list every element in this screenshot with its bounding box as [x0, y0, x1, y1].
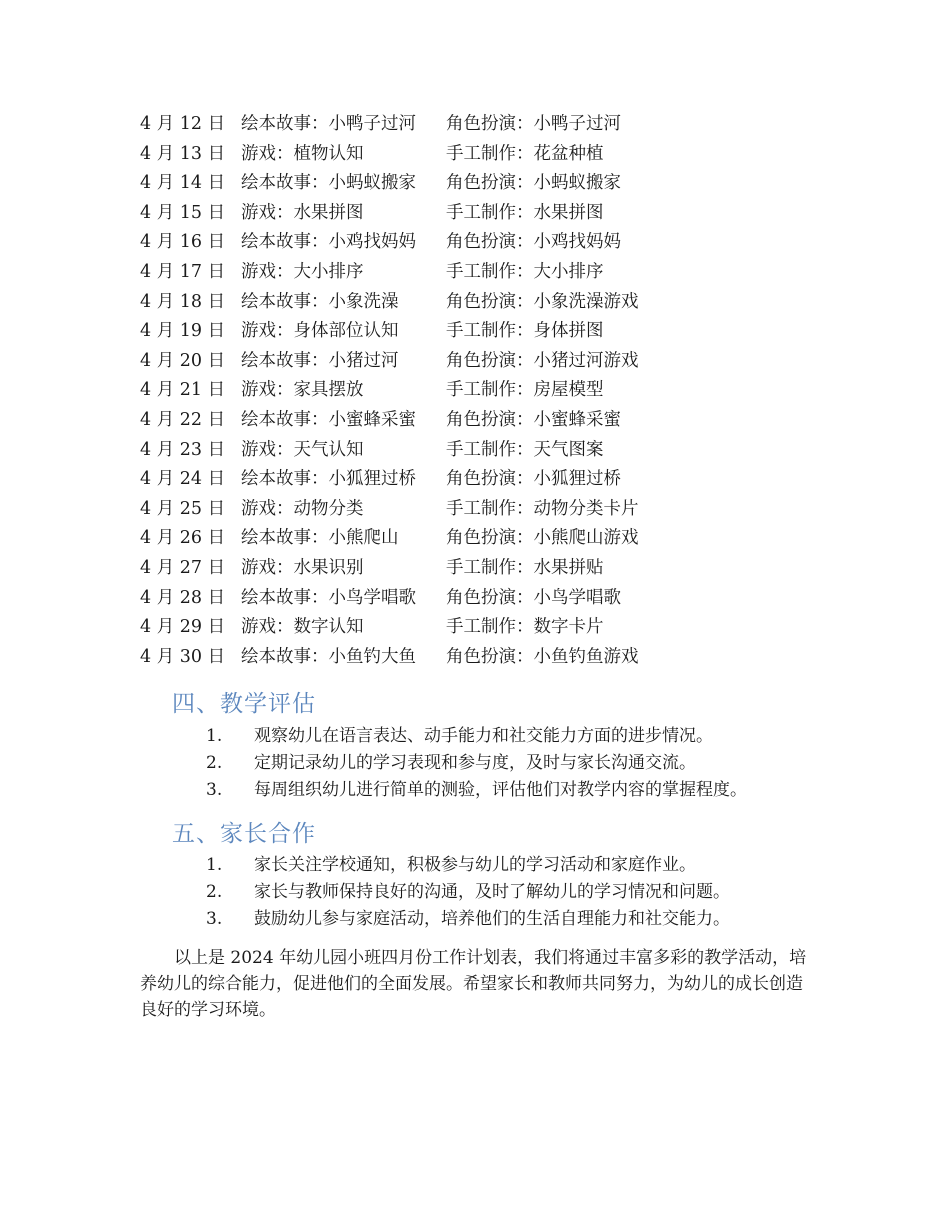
list-item: [206, 852, 846, 879]
list-number: 1.: [206, 726, 223, 746]
parent-cooperation-list: [206, 852, 846, 933]
schedule-activity: 游戏：家具摆放: [241, 380, 364, 401]
schedule-row: [140, 347, 840, 377]
schedule-date: 4 月 21 日: [140, 380, 226, 401]
schedule-row: [140, 376, 840, 406]
schedule-extension: 手工制作：动物分类卡片: [446, 498, 639, 519]
schedule-activity: 游戏：水果拼图: [241, 202, 364, 223]
schedule-extension: 角色扮演：小鸡找妈妈: [446, 232, 621, 253]
list-number: 2.: [206, 882, 223, 902]
list-item: [206, 723, 846, 750]
schedule-activity: 绘本故事：小鸟学唱歌: [241, 587, 416, 608]
schedule-activity: 绘本故事：小象洗澡: [241, 291, 399, 312]
schedule-extension: 角色扮演：小鸟学唱歌: [446, 587, 621, 608]
schedule-extension: 手工制作：天气图案: [446, 439, 604, 460]
list-text: 观察幼儿在语言表达、动手能力和社交能力方面的进步情况。: [254, 726, 713, 746]
schedule-extension: 手工制作：水果拼图: [446, 202, 604, 223]
list-number: 3.: [206, 909, 223, 929]
schedule-extension: 角色扮演：小狐狸过桥: [446, 469, 621, 490]
schedule-date: 4 月 13 日: [140, 143, 226, 164]
schedule-date: 4 月 18 日: [140, 291, 226, 312]
list-item: [206, 777, 846, 804]
schedule-extension: 角色扮演：小鱼钓鱼游戏: [446, 646, 639, 667]
schedule-row: [140, 436, 840, 466]
schedule-extension: 角色扮演：小蜜蜂采蜜: [446, 409, 621, 430]
schedule-activity: 绘本故事：小蜜蜂采蜜: [241, 409, 416, 430]
schedule-row: [140, 258, 840, 288]
schedule-row: [140, 140, 840, 170]
schedule-activity: 绘本故事：小鸡找妈妈: [241, 232, 416, 253]
schedule-activity: 游戏：动物分类: [241, 498, 364, 519]
schedule-activity: 绘本故事：小蚂蚁搬家: [241, 173, 416, 194]
schedule-row: [140, 228, 840, 258]
schedule-date: 4 月 19 日: [140, 321, 226, 342]
schedule-date: 4 月 27 日: [140, 557, 226, 578]
schedule-extension: 角色扮演：小象洗澡游戏: [446, 291, 639, 312]
schedule-activity: 绘本故事：小狐狸过桥: [241, 469, 416, 490]
schedule-date: 4 月 15 日: [140, 202, 226, 223]
list-text: 定期记录幼儿的学习表现和参与度，及时与家长沟通交流。: [254, 753, 696, 773]
schedule-activity: 游戏：植物认知: [241, 143, 364, 164]
schedule-date: 4 月 26 日: [140, 528, 226, 549]
schedule-date: 4 月 23 日: [140, 439, 226, 460]
schedule-extension: 角色扮演：小猪过河游戏: [446, 350, 639, 371]
schedule-activity: 游戏：水果识别: [241, 557, 364, 578]
schedule-extension: 手工制作：数字卡片: [446, 617, 604, 638]
schedule-row: [140, 613, 840, 643]
schedule-row: [140, 169, 840, 199]
schedule-row: [140, 554, 840, 584]
list-number: 3.: [206, 780, 223, 800]
schedule-row: [140, 465, 840, 495]
schedule-row: [140, 317, 840, 347]
schedule-date: 4 月 14 日: [140, 173, 226, 194]
section-title-parent-cooperation: 五、家长合作: [172, 821, 316, 847]
schedule-row: [140, 524, 840, 554]
schedule-extension: 手工制作：房屋模型: [446, 380, 604, 401]
schedule-date: 4 月 25 日: [140, 498, 226, 519]
schedule-activity: 绘本故事：小熊爬山: [241, 528, 399, 549]
schedule-extension: 手工制作：身体拼图: [446, 321, 604, 342]
schedule-row: [140, 199, 840, 229]
list-text: 鼓励幼儿参与家庭活动，培养他们的生活自理能力和社交能力。: [254, 909, 730, 929]
schedule-date: 4 月 20 日: [140, 350, 226, 371]
schedule-row: [140, 495, 840, 525]
list-text: 家长关注学校通知，积极参与幼儿的学习活动和家庭作业。: [254, 855, 696, 875]
schedule-extension: 手工制作：大小排序: [446, 261, 604, 282]
schedule-list: [140, 110, 840, 672]
list-item: [206, 906, 846, 933]
schedule-extension: 角色扮演：小熊爬山游戏: [446, 528, 639, 549]
evaluation-list: [206, 723, 846, 804]
schedule-extension: 角色扮演：小蚂蚁搬家: [446, 173, 621, 194]
schedule-date: 4 月 16 日: [140, 232, 226, 253]
section-title-evaluation: 四、教学评估: [172, 691, 316, 717]
list-text: 每周组织幼儿进行简单的测验，评估他们对教学内容的掌握程度。: [254, 780, 747, 800]
schedule-activity: 游戏：天气认知: [241, 439, 364, 460]
list-item: [206, 879, 846, 906]
schedule-extension: 手工制作：花盆种植: [446, 143, 604, 164]
schedule-activity: 游戏：大小排序: [241, 261, 364, 282]
schedule-date: 4 月 22 日: [140, 409, 226, 430]
schedule-row: [140, 584, 840, 614]
schedule-date: 4 月 28 日: [140, 587, 226, 608]
closing-paragraph: 以上是 2024 年幼儿园小班四月份工作计划表，我们将通过丰富多彩的教学活动，培养幼儿的综合能力，促进他们的全面发展。希望家长和教师共同努力，为幼儿的成长创造良好的学习环境。: [140, 948, 807, 1020]
schedule-date: 4 月 29 日: [140, 617, 226, 638]
schedule-activity: 绘本故事：小鸭子过河: [241, 114, 416, 134]
schedule-row: [140, 643, 840, 673]
schedule-activity: 绘本故事：小鱼钓大鱼: [241, 646, 416, 667]
list-text: 家长与教师保持良好的沟通，及时了解幼儿的学习情况和问题。: [254, 882, 730, 902]
schedule-row: [140, 110, 840, 140]
schedule-date: 4 月 30 日: [140, 646, 226, 667]
schedule-activity: 游戏：数字认知: [241, 617, 364, 638]
schedule-extension: 手工制作：水果拼贴: [446, 557, 604, 578]
schedule-extension: 角色扮演：小鸭子过河: [446, 114, 621, 134]
schedule-activity: 绘本故事：小猪过河: [241, 350, 399, 371]
schedule-row: [140, 406, 840, 436]
list-item: [206, 750, 846, 777]
schedule-date: 4 月 17 日: [140, 261, 226, 282]
list-number: 2.: [206, 753, 223, 773]
schedule-date: 4 月 24 日: [140, 469, 226, 490]
schedule-activity: 游戏：身体部位认知: [241, 321, 399, 342]
list-number: 1.: [206, 855, 223, 875]
schedule-date: 4 月 12 日: [140, 114, 226, 134]
schedule-row: [140, 288, 840, 318]
